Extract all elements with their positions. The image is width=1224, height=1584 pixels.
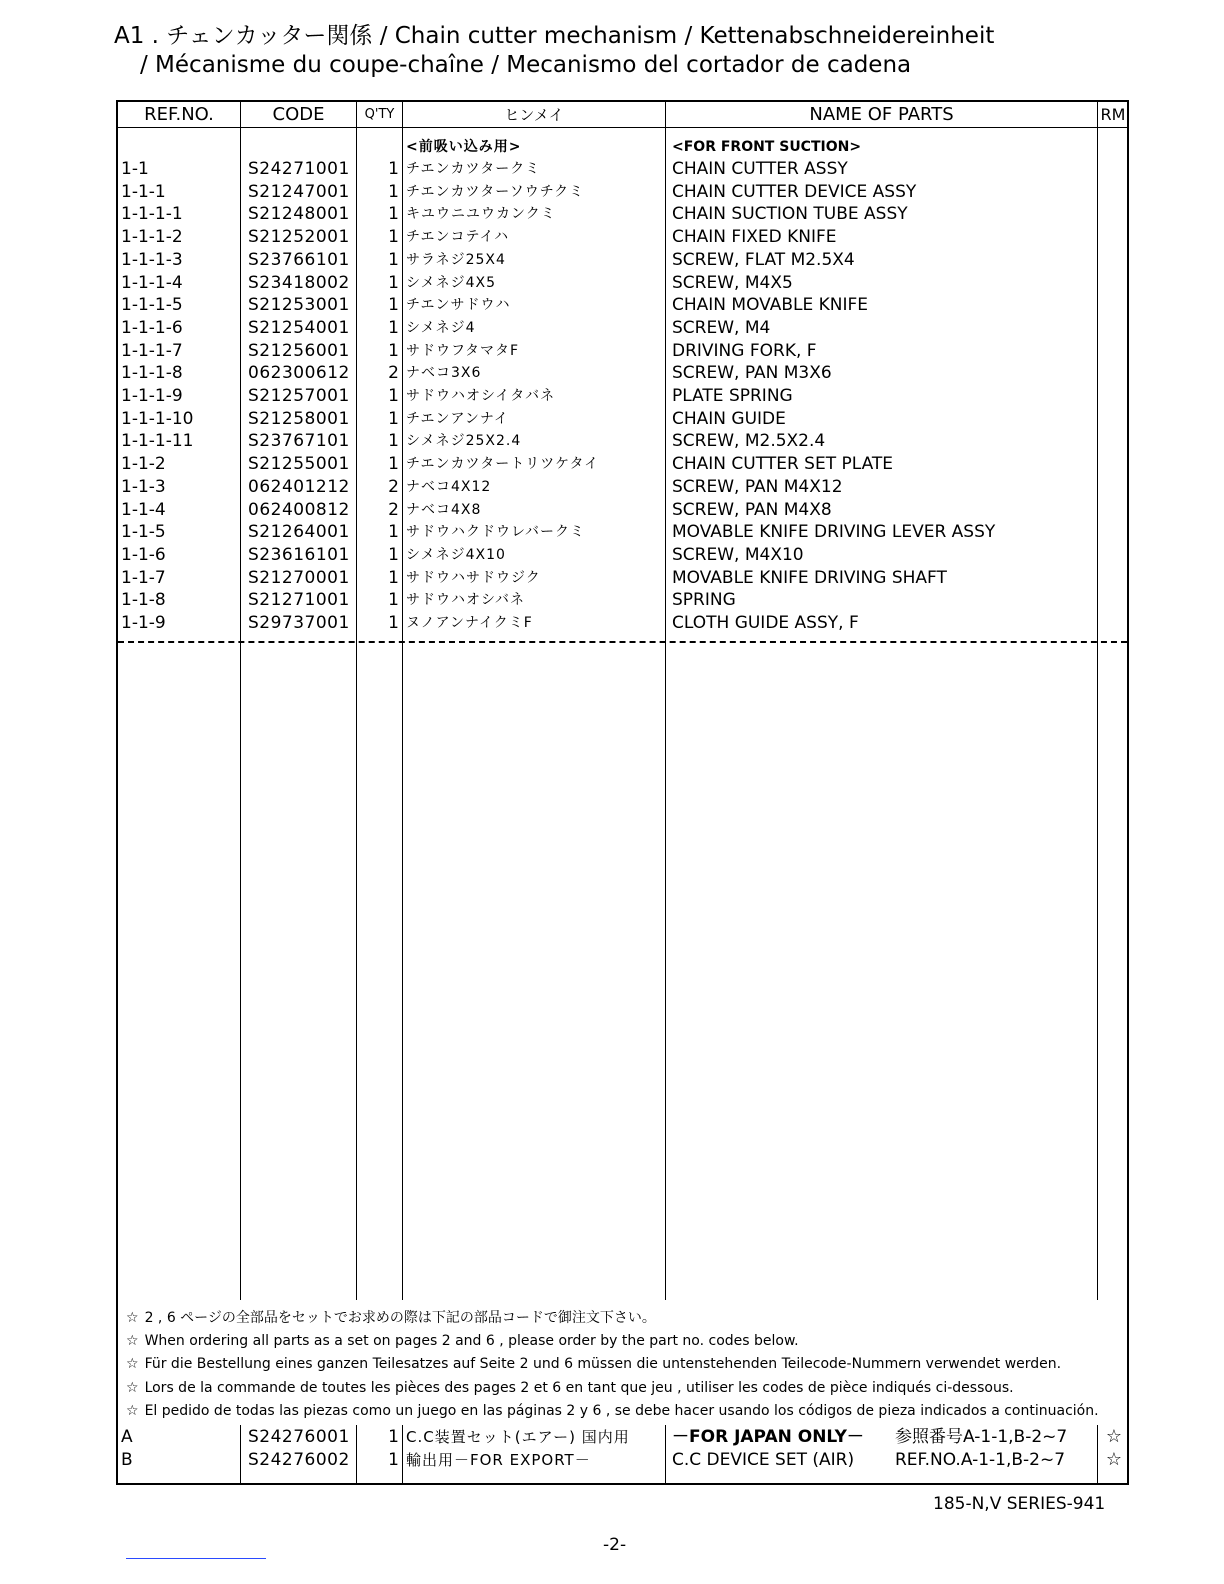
ref-no-cell: 1-1-1-8 (121, 363, 183, 384)
note-line (126, 1400, 1099, 1422)
hinmei-cell: ヌノアンナイクミF (406, 615, 533, 631)
part-name-cell: SCREW, M4X10 (672, 544, 804, 565)
hinmei-cell: キユウニユウカンクミ (406, 206, 556, 223)
dashed-separator (118, 641, 1127, 643)
hinmei-cell: サドウハオシバネ (406, 592, 526, 609)
col-divider (240, 1425, 241, 1485)
qty-cell: 1 (388, 159, 399, 179)
ref-no-cell: A (121, 1427, 133, 1447)
header-rm: RM (1100, 105, 1126, 124)
ref-no-cell: 1-1-1-2 (121, 227, 183, 248)
page-number: -2- (603, 1535, 627, 1555)
qty-cell: 1 (388, 408, 399, 429)
col-divider (665, 1425, 666, 1485)
qty-cell: 1 (388, 227, 399, 248)
ref-no-cell: 1-1-3 (121, 476, 166, 497)
qty-cell: 1 (388, 590, 399, 611)
qty-cell: 1 (388, 295, 399, 316)
part-name-cell: DRIVING FORK, F (672, 340, 817, 361)
note-line (126, 1377, 1014, 1399)
note-text: Lors de la commande de toutes les pièces des pages 2 et 6 en tant que jeu , utiliser les codes de pièce indiqués ci-dessous. (144, 1379, 1014, 1396)
code-cell: S21253001 (248, 295, 350, 316)
hinmei-cell: シメネジ4 (406, 319, 476, 336)
ref-no-cell: 1-1-4 (121, 499, 166, 520)
qty-cell: 1 (388, 317, 399, 338)
code-cell: S29737001 (248, 613, 350, 633)
hinmei-cell: シメネジ4X5 (406, 274, 496, 291)
hinmei-cell: チエンカツタークミ (406, 161, 541, 177)
qty-cell: 1 (388, 386, 399, 406)
star-icon: ☆ (126, 1333, 139, 1350)
part-name-cell: CHAIN SUCTION TUBE ASSY (672, 204, 908, 225)
code-cell: S23418002 (248, 272, 350, 293)
qty-cell: 1 (388, 522, 399, 543)
code-cell: S21257001 (248, 386, 350, 406)
col-divider (402, 100, 403, 1300)
part-name-cell: CHAIN CUTTER DEVICE ASSY (672, 181, 917, 202)
ref-no-cell: 1-1-8 (121, 590, 166, 611)
rm-star-icon: ☆ (1105, 1426, 1123, 1447)
col-divider (240, 100, 241, 1300)
col-divider (1097, 1425, 1098, 1485)
code-cell: S23767101 (248, 431, 350, 452)
hinmei-cell: チエンカツターソウチクミ (406, 183, 585, 200)
hinmei-cell: シメネジ25X2.4 (406, 433, 522, 450)
code-cell: S21252001 (248, 227, 350, 248)
series-label: 185-N,V SERIES-941 (933, 1494, 1106, 1514)
ref-no-cell: 1-1-1-10 (121, 408, 194, 429)
ref-no-cell: 1-1-1-11 (121, 431, 194, 452)
note-line (126, 1330, 799, 1352)
hinmei-cell: ナベコ4X12 (406, 478, 492, 495)
part-name-cell: SPRING (672, 590, 736, 611)
hinmei-cell: ナベコ4X8 (406, 501, 482, 518)
code-cell: S21255001 (248, 454, 350, 475)
note-text: When ordering all parts as a set on pages 2 and 6 , please order by the part no. codes below. (144, 1333, 799, 1350)
reference-cell: 参照番号A-1-1,B-2~7 (895, 1427, 1068, 1447)
col-divider (665, 100, 666, 1300)
section-kana: <前吸い込み用> (406, 139, 522, 155)
code-cell: S21270001 (248, 567, 350, 588)
qty-cell: 1 (388, 567, 399, 588)
code-cell: S21264001 (248, 522, 350, 543)
part-name-cell: C.C DEVICE SET (AIR) (672, 1449, 855, 1470)
note-text: 2 , 6 ページの全部品をセットでお求めの際は下記の部品コードで御注文下さい。 (144, 1310, 656, 1326)
qty-cell: 2 (388, 499, 399, 520)
hinmei-cell: シメネジ4X10 (406, 546, 506, 563)
part-name-cell: CHAIN GUIDE (672, 408, 786, 429)
qty-cell: 1 (388, 454, 399, 475)
code-cell: S23766101 (248, 249, 350, 270)
part-name-cell: MOVABLE KNIFE DRIVING LEVER ASSY (672, 522, 996, 543)
code-cell: 062400812 (248, 499, 350, 520)
ref-no-cell: 1-1-1-5 (121, 295, 183, 316)
header-hinmei: ヒンメイ (504, 106, 564, 124)
star-icon: ☆ (126, 1379, 139, 1396)
section-name: <FOR FRONT SUCTION> (672, 139, 862, 155)
code-cell: S21247001 (248, 181, 350, 202)
ref-no-cell: B (121, 1449, 133, 1470)
qty-cell: 1 (388, 431, 399, 452)
note-text: Für die Bestellung eines ganzen Teilesatzes auf Seite 2 und 6 müssen die untenstehenden Teilecode-Nummern verwendet werden. (144, 1356, 1062, 1373)
part-name-cell: CLOTH GUIDE ASSY, F (672, 613, 859, 633)
header-qty: Q'TY (364, 107, 395, 122)
code-cell: S24271001 (248, 159, 350, 179)
hinmei-cell: サラネジ25X4 (406, 251, 506, 268)
ref-no-cell: 1-1-1-9 (121, 386, 183, 406)
part-name-cell: CHAIN CUTTER SET PLATE (672, 454, 894, 475)
part-name-cell: －FOR JAPAN ONLY－ (672, 1427, 864, 1447)
qty-cell: 1 (388, 272, 399, 293)
ref-no-cell: 1-1-1-3 (121, 249, 183, 270)
header-name-of-parts: NAME OF PARTS (809, 104, 954, 125)
page-title: A1 . チェンカッター関係 / Chain cutter mechanism / Kettenabschneidereinheit (114, 23, 995, 49)
code-cell: S21256001 (248, 340, 350, 361)
ref-no-cell: 1-1-1-4 (121, 272, 183, 293)
header-ref-no: REF.NO. (144, 104, 214, 125)
qty-cell: 1 (388, 249, 399, 270)
ref-no-cell: 1-1-6 (121, 544, 166, 565)
reference-cell: REF.NO.A-1-1,B-2~7 (895, 1449, 1066, 1470)
qty-cell: 2 (388, 363, 399, 384)
col-divider (1097, 100, 1098, 1300)
part-name-cell: MOVABLE KNIFE DRIVING SHAFT (672, 567, 947, 588)
code-cell: S21248001 (248, 204, 350, 225)
part-name-cell: SCREW, M4X5 (672, 272, 793, 293)
code-cell: S21254001 (248, 317, 350, 338)
part-name-cell: PLATE SPRING (672, 386, 793, 406)
part-name-cell: CHAIN MOVABLE KNIFE (672, 295, 869, 316)
qty-cell: 2 (388, 476, 399, 497)
ref-no-cell: 1-1-1 (121, 181, 166, 202)
note-line (126, 1353, 1061, 1375)
ref-no-cell: 1-1-7 (121, 567, 166, 588)
footer-rule (126, 1558, 266, 1559)
code-cell: S21258001 (248, 408, 350, 429)
ref-no-cell: 1-1-2 (121, 454, 166, 475)
page-subtitle: / Mécanisme du coupe-chaîne / Mecanismo del cortador de cadena (140, 52, 912, 78)
code-cell: S24276002 (248, 1449, 350, 1470)
part-name-cell: SCREW, FLAT M2.5X4 (672, 249, 855, 270)
star-icon: ☆ (126, 1310, 139, 1326)
ref-no-cell: 1-1-5 (121, 522, 166, 543)
qty-cell: 1 (388, 204, 399, 225)
code-cell: S23616101 (248, 544, 350, 565)
part-name-cell: SCREW, PAN M3X6 (672, 363, 832, 384)
hinmei-cell: サドウハサドウジク (406, 569, 541, 586)
qty-cell: 1 (388, 544, 399, 565)
hinmei-cell: チエンアンナイ (406, 410, 509, 427)
part-name-cell: SCREW, PAN M4X8 (672, 499, 832, 520)
part-name-cell: SCREW, PAN M4X12 (672, 476, 843, 497)
part-name-cell: CHAIN CUTTER ASSY (672, 159, 848, 179)
star-icon: ☆ (126, 1402, 139, 1419)
hinmei-cell: チエンカツタートリツケタイ (406, 456, 600, 473)
part-name-cell: SCREW, M2.5X2.4 (672, 431, 826, 452)
header-code: CODE (272, 104, 325, 125)
qty-cell: 1 (388, 181, 399, 202)
code-cell: S24276001 (248, 1427, 350, 1447)
code-cell: S21271001 (248, 590, 350, 611)
ref-no-cell: 1-1 (121, 159, 149, 179)
qty-cell: 1 (388, 1427, 399, 1447)
col-divider (356, 1425, 357, 1485)
hinmei-cell: チエンサドウハ (406, 297, 511, 314)
note-line (126, 1307, 656, 1329)
rm-star-icon: ☆ (1105, 1448, 1123, 1470)
star-icon: ☆ (126, 1356, 139, 1373)
part-name-cell: CHAIN FIXED KNIFE (672, 227, 837, 248)
hinmei-cell: サドウハクドウレバークミ (406, 524, 586, 541)
ref-no-cell: 1-1-1-7 (121, 340, 183, 361)
code-cell: 062401212 (248, 476, 350, 497)
hinmei-cell: チエンコテイハ (406, 229, 510, 246)
part-name-cell: SCREW, M4 (672, 317, 771, 338)
col-divider (402, 1425, 403, 1485)
hinmei-cell: ナベコ3X6 (406, 365, 482, 382)
qty-cell: 1 (388, 1449, 399, 1470)
col-divider (356, 100, 357, 1300)
ref-no-cell: 1-1-1-6 (121, 317, 183, 338)
qty-cell: 1 (388, 613, 399, 633)
note-text: El pedido de todas las piezas como un juego en las páginas 2 y 6 , se debe hacer usando los códigos de pieza indicados a continuación. (144, 1402, 1099, 1419)
qty-cell: 1 (388, 340, 399, 361)
ref-no-cell: 1-1-1-1 (121, 204, 183, 225)
hinmei-cell: 輸出用－FOR EXPORT－ (406, 1450, 591, 1469)
ref-no-cell: 1-1-9 (121, 613, 166, 633)
hinmei-cell: サドウハオシイタバネ (406, 388, 556, 404)
code-cell: 062300612 (248, 363, 350, 384)
hinmei-cell: サドウフタマタF (406, 342, 520, 359)
hinmei-cell: C.C装置セット(エアー) 国内用 (406, 1428, 630, 1446)
